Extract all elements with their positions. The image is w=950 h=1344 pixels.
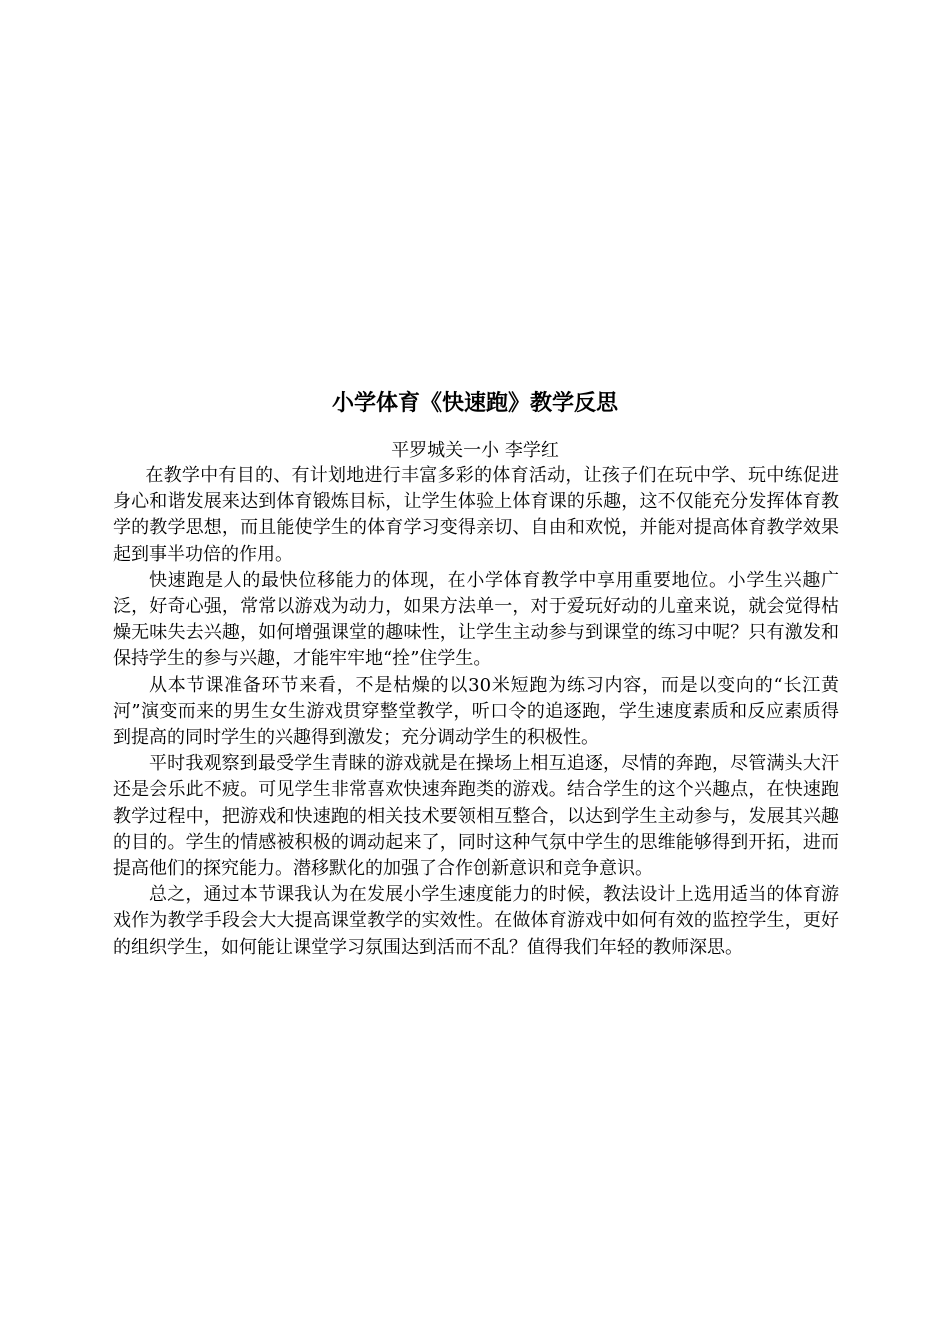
document-body xyxy=(113,463,839,961)
document-author: 平罗城关一小 李学红 xyxy=(391,440,559,461)
body-paragraph-3: 从本节课准备环节来看，不是枯燥的以30米短跑为练习内容，而是以变向的“长江黄河”演变而来的男生女生游戏贯穿整堂教学，听口令的追逐跑，学生速度素质和反应素质得到提高的同时学生的兴趣得到激发；充分调动学生的积极性。 xyxy=(113,674,839,749)
body-paragraph-5: 总之，通过本节课我认为在发展小学生速度能力的时候，教法设计上选用适当的体育游戏作为教学手段会大大提高课堂教学的实效性。在做体育游戏中如何有效的监控学生，更好的组织学生，如何能让课堂学习氛围达到活而不乱？值得我们年轻的教师深思。 xyxy=(113,884,839,958)
document-title: 小学体育《快速跑》教学反思 xyxy=(331,390,618,416)
body-paragraph-4: 平时我观察到最受学生青睐的游戏就是在操场上相互追逐，尽情的奔跑，尽管满头大汗还是会乐此不疲。可见学生非常喜欢快速奔跑类的游戏。结合学生的这个兴趣点，在快速跑教学过程中，把游戏和快速跑的相关技术要领相互整合，以达到学生主动参与，发展其兴趣的目的。学生的情感被积极的调动起来了，同时这种气氛中学生的思维能够得到开拓，进而提高他们的探究能力。潜移默化的加强了合作创新意识和竞争意识。 xyxy=(113,753,839,880)
body-paragraph-2: 快速跑是人的最快位移能力的体现，在小学体育教学中享用重要地位。小学生兴趣广泛，好奇心强，常常以游戏为动力，如果方法单一，对于爱玩好动的儿童来说，就会觉得枯燥无味失去兴趣，如何增强课堂的趣味性，让学生主动参与到课堂的练习中呢？只有激发和保持学生的参与兴趣，才能牢牢地“拴”住学生。 xyxy=(113,569,839,670)
body-paragraph-1: 在教学中有目的、有计划地进行丰富多彩的体育活动，让孩子们在玩中学、玩中练促进身心和谐发展来达到体育锻炼目标，让学生体验上体育课的乐趣，这不仅能充分发挥体育教学的教学思想，而且能使学生的体育学习变得亲切、自由和欢悦，并能对提高体育教学效果起到事半功倍的作用。 xyxy=(113,465,839,565)
